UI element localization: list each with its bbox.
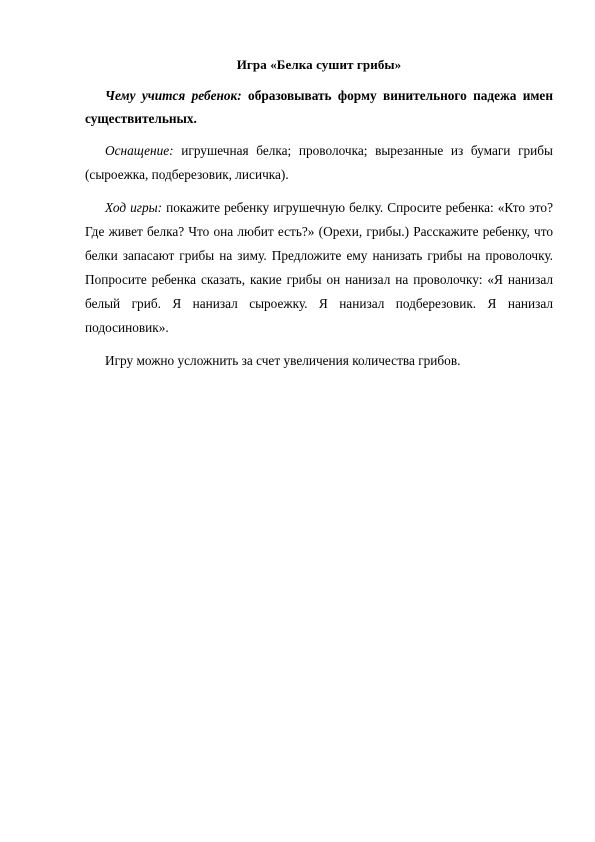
- document-title: Игра «Белка сушит грибы»: [236, 57, 402, 72]
- paragraph-text: образовывать форму винительного падежа имен существительных.: [85, 88, 553, 126]
- paragraph-extension: [85, 349, 553, 373]
- document-page: [85, 56, 553, 382]
- paragraph-lead-label: Ход игры:: [105, 200, 163, 215]
- paragraph-game-procedure: [85, 196, 553, 340]
- paragraph-text: Игру можно усложнить за счет увеличения количества грибов.: [105, 353, 461, 368]
- paragraph-text: покажите ребенку игрушечную белку. Спросите ребенка: «Кто это? Где живет белка? Что она любит есть?» (Орехи, грибы.) Расскажите ребенку, что белки запасают грибы на зиму. Предложите ему нанизать грибы на проволочку. Попросите ребенка сказать, какие грибы он нанизал на проволочку: «Я нанизал белый гриб. Я нанизал сыроежку. Я нанизал подберезовик. Я нанизал подосиновик».: [85, 200, 553, 335]
- paragraph-learning-goal: [85, 84, 553, 130]
- paragraph-lead-label: Оснащение:: [105, 143, 174, 158]
- paragraph-equipment: [85, 139, 553, 187]
- paragraph-text: игрушечная белка; проволочка; вырезанные из бумаги грибы (сыроежка, подберезовик, лисичка).: [85, 143, 553, 182]
- paragraph-lead-label: Чему учится ребенок:: [105, 88, 242, 103]
